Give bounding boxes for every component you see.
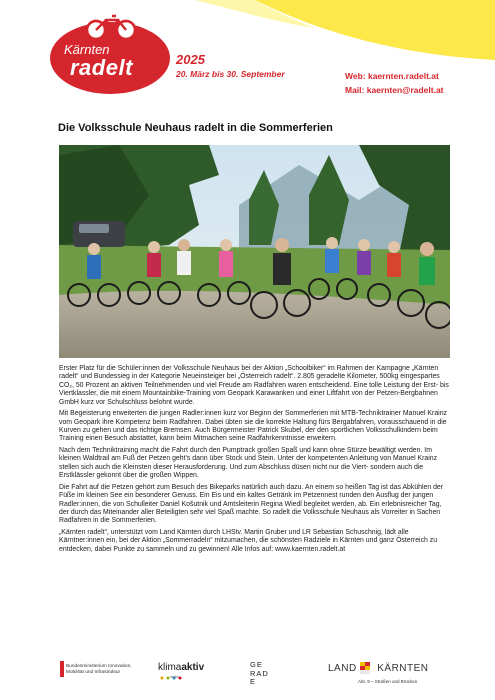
page-header bbox=[0, 0, 495, 115]
klimaaktiv-subtitle: mobil bbox=[170, 675, 179, 679]
article-body bbox=[59, 365, 450, 557]
department-label: Abt. 9 – Straßen und Brücken bbox=[358, 679, 418, 684]
land-left: LAND bbox=[328, 663, 357, 674]
klima-prefix: klima bbox=[158, 662, 182, 673]
campaign-year: 2025 bbox=[176, 52, 205, 67]
sponsor-footer bbox=[0, 653, 495, 700]
land-right: KÄRNTEN bbox=[377, 663, 429, 674]
mail-link[interactable]: Mail: kaernten@radelt.at bbox=[345, 85, 444, 95]
paragraph-3: Nach dem Techniktraining macht die Fahrt durch den Pumptrack großen Spaß und kann ohne Stürze bewältigt werden. Im kleinen Waldtrail am Fuß der Petzen geht’s dann über Stock und Stein. Unter der kompetenten Anleitung von Manuel Krainz stellen sich auch die Kleinsten dieser Herausforderung. Und zum Abschluss düsen nicht nur die Viert- sondern auch die Erstklässler gekonnt über die großen Wippen. bbox=[59, 447, 438, 480]
campaign-dates: 20. März bis 30. September bbox=[176, 69, 285, 79]
group-photo bbox=[59, 145, 450, 358]
land-kaernten-logo bbox=[328, 663, 429, 674]
austria-flag-icon bbox=[60, 661, 64, 677]
paragraph-4: Die Fahrt auf die Petzen gehört zum Besuch des Bikeparks natürlich auch dazu. An einem so heißen Tag ist das Abkühlen der Füße im kleinen See ein besonderer Genuss. Ein Eis und ein kaltes Getränk im Petzennest runden den Ausflug der jungen Radler:innen, die von Schulleiter Daniel Košutnik und Amtsleiterin Regina Wiedl begleitet werden, ab. Ein erlebnisreicher Tag, der durch das Miteinander aller Beteiligten sehr viel Spaß machte. So radelt die Volksschule Neuhaus als Vorreiter in Sachen Radfahren in die Sommerferien. bbox=[59, 483, 444, 525]
klima-suffix: aktiv bbox=[181, 662, 205, 673]
logo-line2: radelt bbox=[70, 55, 133, 80]
gerade-logo: GE RAD E bbox=[250, 660, 269, 686]
ministry-logo-text: Bundesministerium Innovation, Mobilität und Infrastruktur bbox=[66, 664, 132, 675]
article-title: Die Volksschule Neuhaus radelt in die Sommerferien bbox=[58, 122, 333, 134]
paragraph-5: „Kärnten radelt“, unterstützt vom Land Kärnten durch LHStv. Martin Gruber und LR Sebastian Schuschnig, lädt alle Kärntner:innen ein, bei der Aktion „Sommerradeln“ mitzumachen, die schönsten Radziele in Kärnten und ganz Österreich zu entdecken, dabei Punkte zu sammeln und zu gewinnen! Alle Infos auf: www.kaernten.radelt.at bbox=[59, 529, 438, 553]
yellow-swoosh-decoration bbox=[195, 0, 495, 70]
logo-line1: Kärnten bbox=[64, 42, 110, 57]
contact-info bbox=[345, 69, 444, 97]
web-link[interactable]: Web: kaernten.radelt.at bbox=[345, 71, 439, 81]
paragraph-1: Erster Platz für die Schüler:innen der Volksschule Neuhaus bei der Aktion „Schoolbiker“ im Rahmen der Kampagne „Kärnten radelt“ und Bundessieg in der Kategorie Neueinsteiger bei „Österreich radelt“. 2.805 geradelte Kilometer, 500kg eingespartes CO₂, 50 Prozent an aktiven Teilnehmenden und viel Freude am Radfahren waren entscheidend. Eine tolle Leistung der Erst- bis Viertklassler, die mit einem Mountainbike-Training vom Geopark Karawanken und einer Liftfahrt von der Petzen-Bergbahnen GmbH kurz vor Schulschluss belohnt wurde. bbox=[59, 365, 449, 406]
kaernten-flag-icon bbox=[360, 662, 370, 674]
paragraph-2: Mit Begeisterung erweiterten die jungen Radler:innen kurz vor Beginn der Sommerferien mit MTB-Techniktrainer Manuel Krainz vom Geopark ihre Kompetenz beim Radfahren. Dabei übten sie die korrekte Haltung fürs Bergabfahren, vorausschauend in die Kurven zu gehen und das richtige Bremsen. Auch Bürgermeister Patrick Skubel, der den sportlichen Volksschulkindern beim Training einen Besuch abstattet, kann beim Mitmachen seine Radfahrkenntnisse erweitern. bbox=[59, 410, 447, 443]
klimaaktiv-logo bbox=[158, 662, 204, 673]
